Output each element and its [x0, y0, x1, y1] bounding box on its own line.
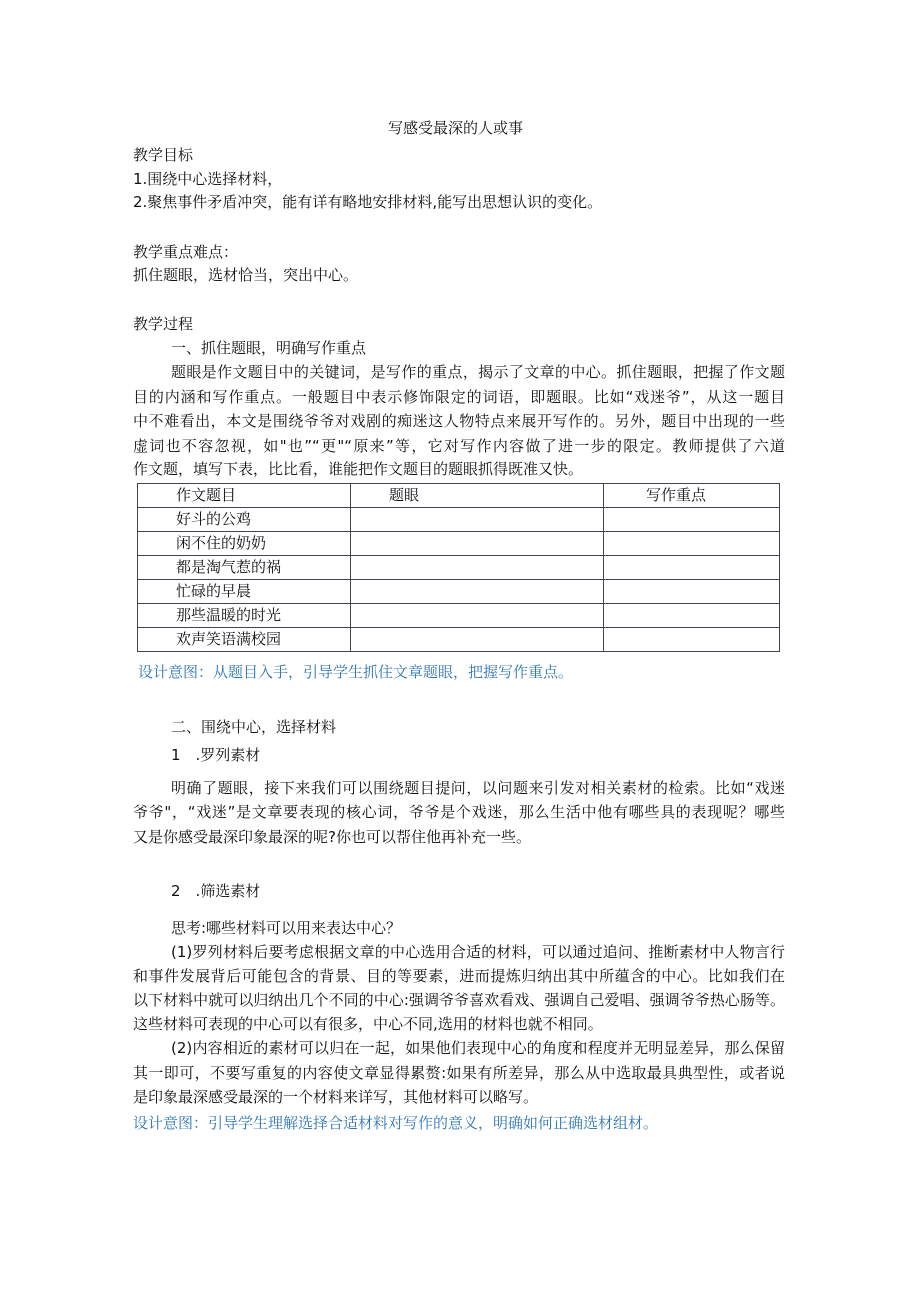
eye-cell[interactable] [351, 532, 604, 556]
focus-cell[interactable] [604, 580, 780, 604]
title-analysis-table [137, 483, 780, 652]
paragraph-line: 中不难看出，本文是围绕爷爷对戏剧的痴迷这人物特点来展开写作的。另外，题目中出现的一些 [133, 412, 785, 430]
design-note: 设计意图：引导学生理解选择合适材料对写作的意义，明确如何正确选材组材。 [133, 1114, 659, 1132]
paragraph-line: (1)罗列材料后要考虑根据文章的中心选用合适的材料，可以通过追问、推断素材中人物言行 [171, 943, 785, 961]
paragraph-line: 是印象最深感受最深的一个材料来详写，其他材料可以略写。 [133, 1088, 539, 1106]
header-cell: 题眼 [351, 484, 604, 508]
title-cell: 闲不住的奶奶 [138, 532, 351, 556]
header-cell: 写作重点 [604, 484, 780, 508]
paragraph-line: 其一即可，不要写重复的内容使文章显得累赘:如果有所差异，那么从中选取最具典型性，或者说 [133, 1064, 785, 1082]
paragraph-line: 这些材料可表现的中心可以有很多，中心不同,选用的材料也就不相同。 [133, 1015, 603, 1033]
table-row [138, 580, 780, 604]
header-cell: 作文题目 [138, 484, 351, 508]
subsection-heading: 2 .筛选素材 [171, 882, 261, 900]
paragraph-line: 虚词也不容忽视，如"也”“更"“原来”等，它对写作内容做了进一步的限定。教师提供了六道 [133, 437, 785, 455]
eye-cell[interactable] [351, 628, 604, 652]
table-row [138, 628, 780, 652]
subsection-heading: 1 .罗列素材 [171, 746, 261, 764]
focus-cell[interactable] [604, 508, 780, 532]
table-row [138, 532, 780, 556]
paragraph-line: 又是你感受最深印象最深的呢?你也可以帮住他再补充一些。 [133, 828, 531, 846]
think-question: 思考:哪些材料可以用来表达中心？ [171, 919, 402, 937]
paragraph-line: (2)内容相近的素材可以归在一起，如果他们表现中心的角度和程度并无明显差异，那么保留 [171, 1039, 785, 1057]
focus-cell[interactable] [604, 532, 780, 556]
focus-cell[interactable] [604, 556, 780, 580]
paragraph-line: 以下材料中就可以归纳出几个不同的中心:强调爷爷喜欢看戏、强调自己爱唱、强调爷爷热心肠等。 [133, 991, 785, 1009]
paragraph-line: 明确了题眼，接下来我们可以围绕题目提问，以问题来引发对相关素材的检索。比如“戏迷 [171, 779, 785, 797]
title-cell: 忙碌的早晨 [138, 580, 351, 604]
process-heading: 教学过程 [133, 315, 194, 333]
section1-heading: 一、抓住题眼，明确写作重点 [171, 339, 367, 357]
eye-cell[interactable] [351, 604, 604, 628]
title-cell: 好斗的公鸡 [138, 508, 351, 532]
title-cell: 都是淘气惹的祸 [138, 556, 351, 580]
title-cell: 欢声笑语满校园 [138, 628, 351, 652]
goal-item: 2.聚焦事件矛盾冲突，能有详有略地安排材料,能写出思想认识的变化。 [133, 193, 603, 211]
focus-cell[interactable] [604, 628, 780, 652]
goal-item: 1.围绕中心选择材料， [133, 170, 283, 188]
doc-title: 写感受最深的人或事 [388, 119, 524, 137]
goals-heading: 教学目标 [133, 146, 194, 164]
paragraph-line: 作文题，填写下表，比比看，谁能把作文题目的题眼抓得既准又快。 [133, 460, 584, 478]
table-header-row [138, 484, 780, 508]
focus-cell[interactable] [604, 604, 780, 628]
paragraph-line: 题眼是作文题目中的关键词，是写作的重点，揭示了文章的中心。抓住题眼，把握了作文题 [171, 363, 785, 381]
eye-cell[interactable] [351, 580, 604, 604]
eye-cell[interactable] [351, 556, 604, 580]
paragraph-line: 和事件发展背后可能包含的背景、目的等要素，进而提炼归纳出其中所蕴含的中心。比如我们在 [133, 967, 785, 985]
key-text: 抓住题眼，选材恰当，突出中心。 [133, 266, 359, 284]
design-note: 设计意图：从题目入手，引导学生抓住文章题眼，把握写作重点。 [138, 663, 574, 681]
table-row [138, 508, 780, 532]
section2-heading: 二、围绕中心，选择材料 [171, 718, 337, 736]
table-row [138, 604, 780, 628]
paragraph-line: 目的内涵和写作重点。一般题目中表示修饰限定的词语，即题眼。比如“戏迷爷”，从这一题目 [133, 388, 785, 406]
table-row [138, 556, 780, 580]
eye-cell[interactable] [351, 508, 604, 532]
paragraph-line: 爷爷"，“戏迷”是文章要表现的核心词，爷爷是个戏迷，那么生活中他有哪些具的表现呢？哪些 [133, 803, 785, 821]
key-heading: 教学重点难点： [133, 243, 239, 261]
title-cell: 那些温暖的时光 [138, 604, 351, 628]
